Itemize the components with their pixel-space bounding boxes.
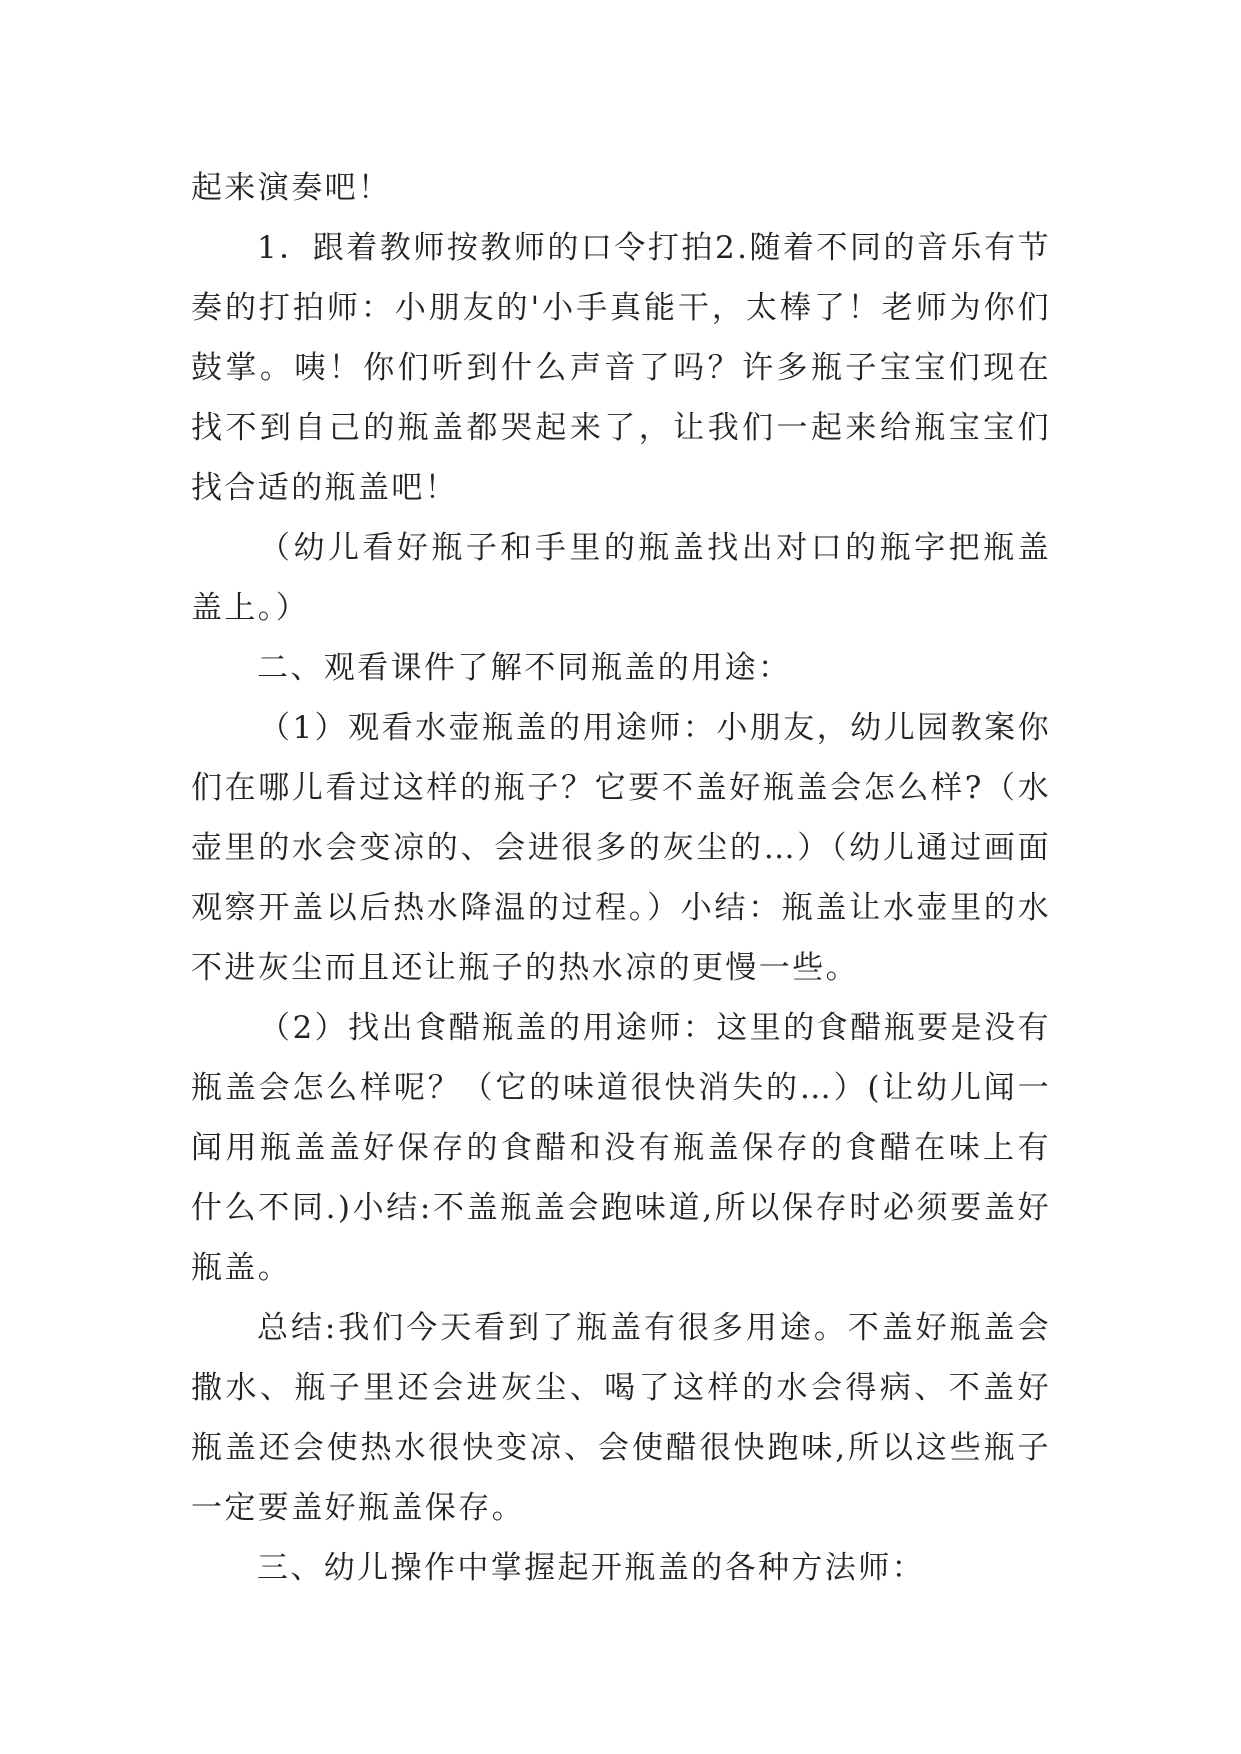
section-heading-3: 三、幼儿操作中掌握起开瓶盖的各种方法师： bbox=[257, 1550, 925, 1586]
document-body bbox=[191, 158, 1051, 1598]
section-heading-2: 二、观看课件了解不同瓶盖的用途： bbox=[257, 650, 792, 686]
paragraph-continuation: 起来演奏吧！ bbox=[191, 170, 392, 206]
paragraph-step-1: 1．跟着教师按教师的口令打拍2.随着不同的音乐有节奏的打拍师：小朋友的'小手真能干，太棒了！老师为你们鼓掌。咦！你们听到什么声音了吗？许多瓶子宝宝们现在找不到自己的瓶盖都哭起来了，让我们一起来给瓶宝宝们找合适的瓶盖吧！ bbox=[191, 230, 1051, 506]
paragraph-vinegar-lid: （2）找出食醋瓶盖的用途师：这里的食醋瓶要是没有瓶盖会怎么样呢？（它的味道很快消失的…）(让幼儿闻一闻用瓶盖盖好保存的食醋和没有瓶盖保存的食醋在味上有什么不同.)小结:不盖瓶盖会跑味道,所以保存时必须要盖好瓶盖。 bbox=[191, 1010, 1051, 1286]
paragraph-child-activity: （幼儿看好瓶子和手里的瓶盖找出对口的瓶字把瓶盖盖上。） bbox=[191, 530, 1051, 626]
paragraph-kettle-lid: （1）观看水壶瓶盖的用途师：小朋友，幼儿园教案你们在哪儿看过这样的瓶子？它要不盖好瓶盖会怎么样?（水壶里的水会变凉的、会进很多的灰尘的…）（幼儿通过画面观察开盖以后热水降温的过程。）小结：瓶盖让水壶里的水不进灰尘而且还让瓶子的热水凉的更慢一些。 bbox=[191, 710, 1051, 986]
paragraph-summary: 总结:我们今天看到了瓶盖有很多用途。不盖好瓶盖会撒水、瓶子里还会进灰尘、喝了这样的水会得病、不盖好瓶盖还会使热水很快变凉、会使醋很快跑味,所以这些瓶子一定要盖好瓶盖保存。 bbox=[191, 1310, 1051, 1526]
